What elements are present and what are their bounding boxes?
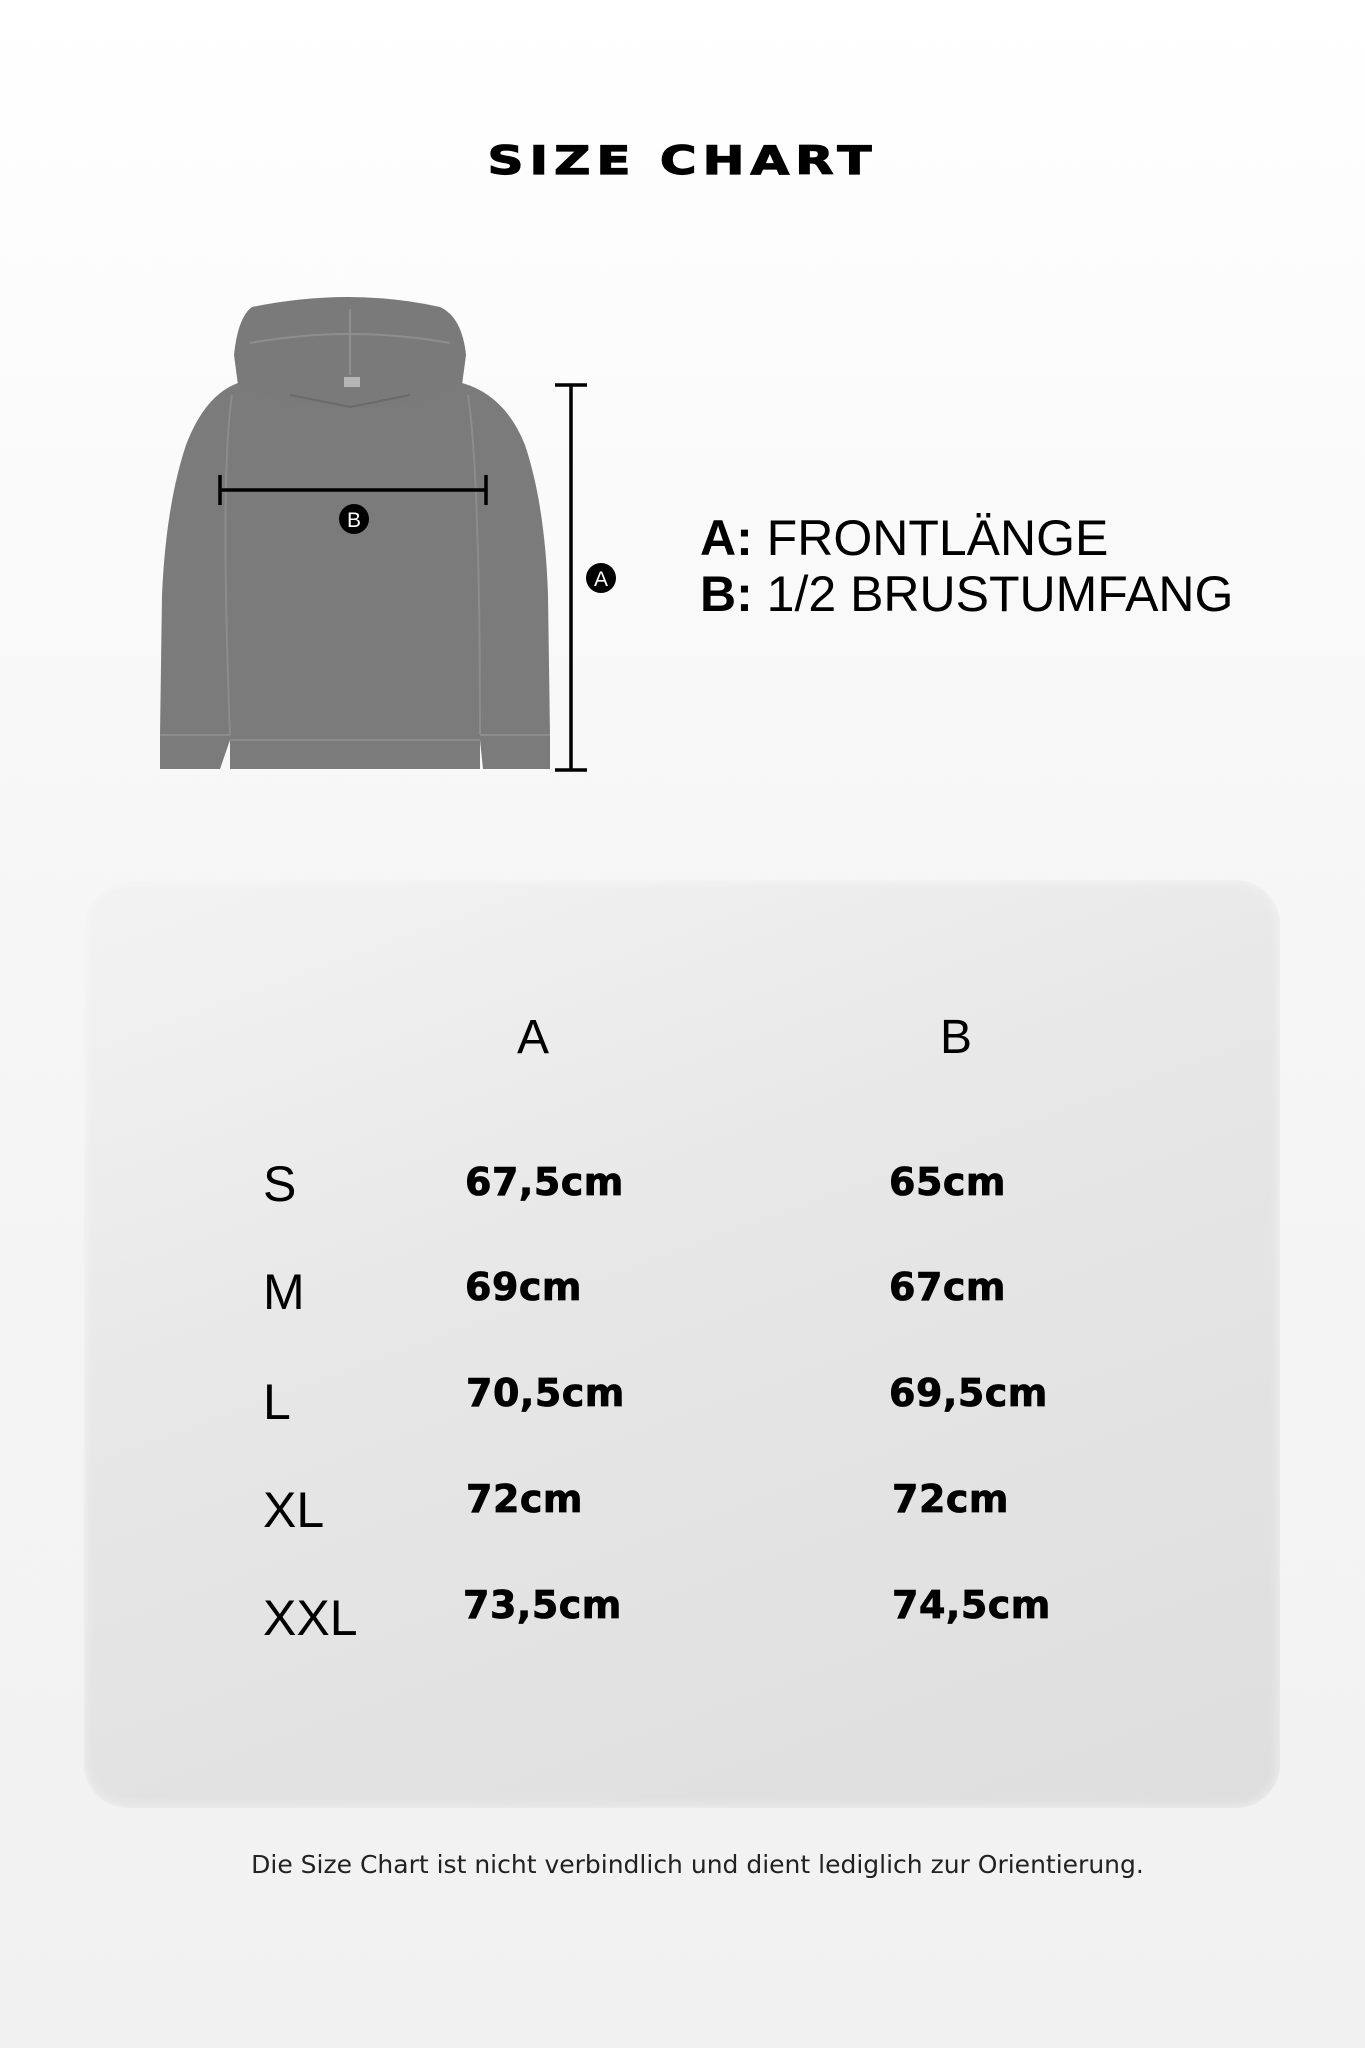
value-a: 72cm [466, 1477, 584, 1521]
legend-label: FRONTLÄNGE [766, 510, 1109, 566]
size-label: M [263, 1264, 305, 1320]
column-header-b: B [940, 1011, 973, 1064]
marker-b-label: B [346, 509, 362, 532]
disclaimer-text: Die Size Chart ist nicht verbindlich und dient lediglich zur Orientierung. [251, 1850, 1144, 1879]
value-a: 70,5cm [466, 1371, 625, 1415]
marker-a-label: A [593, 568, 609, 591]
size-table-panel [84, 880, 1280, 1808]
hoodie-body [160, 383, 550, 769]
hoodie-illustration [150, 295, 620, 785]
measurement-legend [700, 510, 1233, 622]
legend-row-a [700, 510, 1233, 566]
value-b: 67cm [889, 1265, 1007, 1309]
column-header-a: A [517, 1011, 550, 1064]
size-label: XXL [263, 1590, 358, 1646]
value-a: 73,5cm [463, 1583, 622, 1627]
page-title: SIZE CHART [487, 138, 878, 184]
value-b: 69,5cm [889, 1371, 1048, 1415]
legend-key: B: [700, 566, 753, 622]
value-a: 69cm [465, 1265, 583, 1309]
legend-label: 1/2 BRUSTUMFANG [766, 566, 1234, 622]
value-a: 67,5cm [465, 1160, 624, 1204]
size-label: L [263, 1374, 291, 1430]
value-b: 74,5cm [892, 1583, 1051, 1627]
legend-key: A: [700, 510, 753, 566]
value-b: 65cm [889, 1160, 1007, 1204]
size-label: S [263, 1156, 297, 1212]
value-b: 72cm [892, 1477, 1010, 1521]
size-label: XL [263, 1482, 325, 1538]
legend-row-b [700, 566, 1233, 622]
